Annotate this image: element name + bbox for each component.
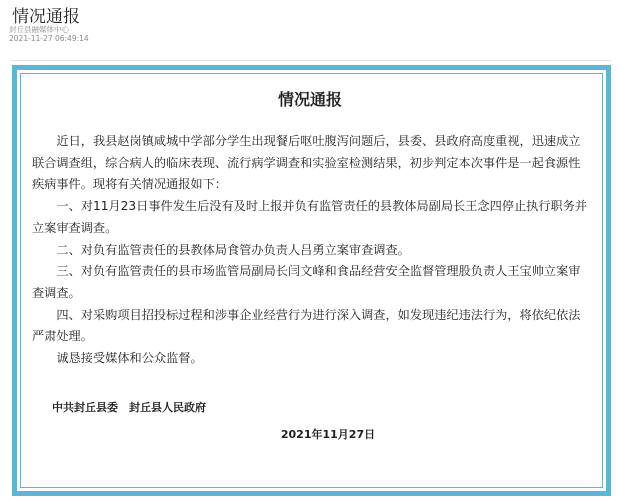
page-header [12, 6, 608, 28]
notice-heading: 情况通报 [277, 90, 342, 109]
page-title: 情况通报 [12, 7, 80, 27]
article-timestamp: 2021-11-27 06:49:14 [9, 34, 89, 43]
notice-paragraph-closing: 诚恳接受媒体和公众监督。 [56, 351, 203, 366]
article-meta [9, 25, 89, 43]
notice-paragraph-item-3: 三、对负有监管责任的县市场监管局副局长闫文峰和食品经营安全监督管理股负责人王宝帅立案审查调查。 [32, 264, 581, 300]
header-divider [10, 60, 612, 61]
notice-date: 2021年11月27日 [280, 428, 376, 441]
notice-paragraph-item-4: 四、对采购项目招投标过程和涉事企业经营行为进行深入调查，如发现违纪违法行为，将依纪依法严肃处理。 [32, 307, 581, 344]
notice-body [32, 131, 590, 370]
notice-paragraph-item-1: 一、对11月23日事件发生后没有及时上报并负有监管责任的县教体局副局长王念四停止执行职务并立案审查调查。 [32, 199, 588, 235]
article-source: 封丘县融媒体中心 [9, 25, 69, 34]
notice-signature: 中共封丘县委 封丘县人民政府 [52, 401, 206, 414]
notice-paragraph-item-2: 二、对负有监管责任的县教体局食管办负责人吕勇立案审查调查。 [56, 242, 410, 257]
notice-paragraph-intro: 近日，我县赵岗镇咸城中学部分学生出现餐后呕吐腹泻问题后，县委、县政府高度重视，迅速成立联合调查组，综合病人的临床表现、流行病学调查和实验室检测结果，初步判定本次事件是一起食源性疾病事件。现将有关情况通报如下： [32, 134, 581, 192]
